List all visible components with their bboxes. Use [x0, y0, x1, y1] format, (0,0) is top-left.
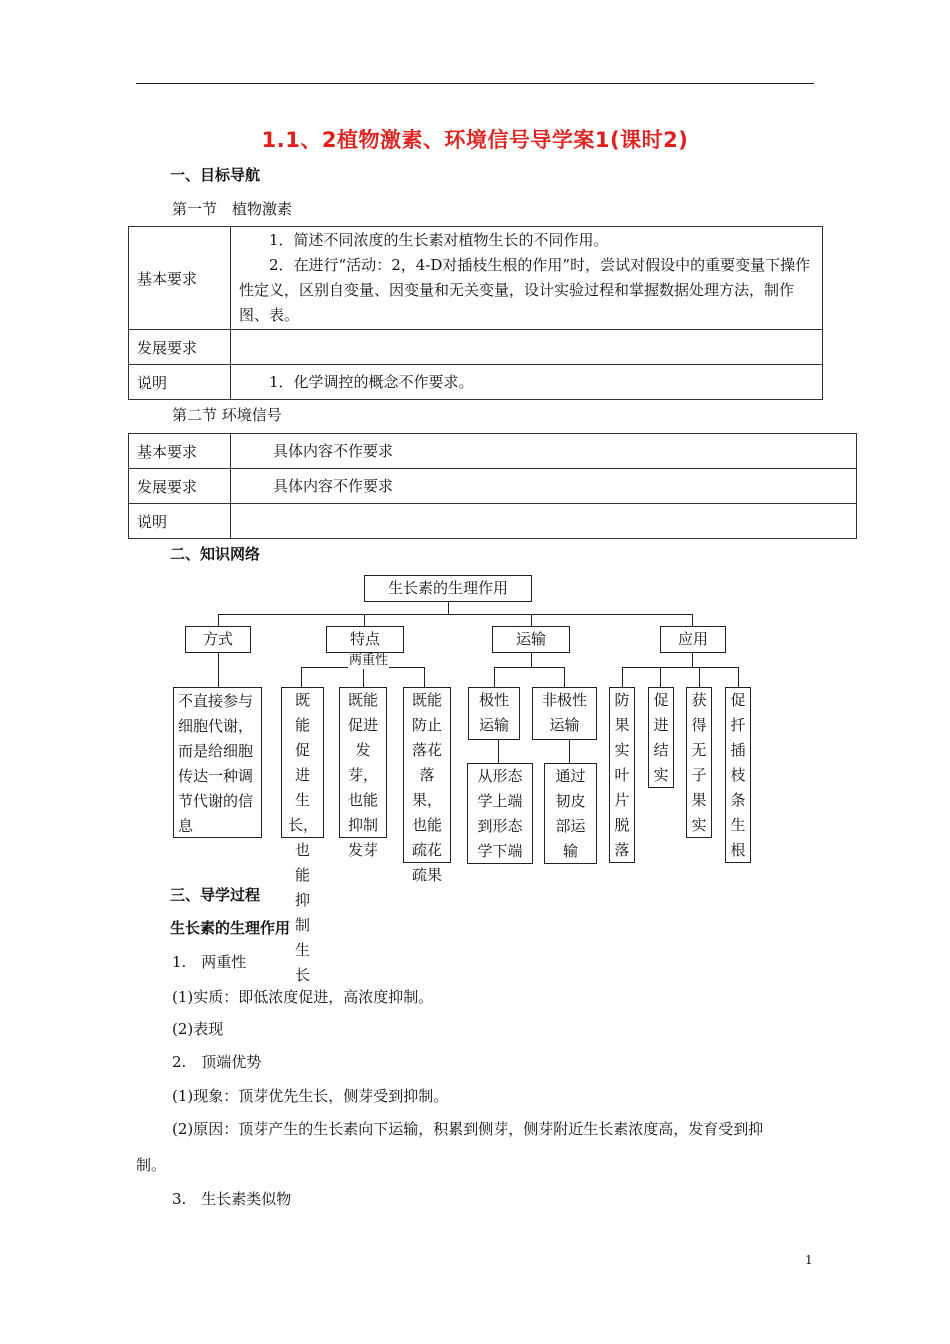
section-network-heading: 二、知识网络 — [170, 545, 261, 563]
diagram-yunshu-detail-1: 从形态学上端到形态学下端 — [467, 763, 533, 864]
note-content-2 — [231, 504, 857, 539]
process-item-2a: (1)现象：顶芽优先生长，侧芽受到抑制。 — [172, 1087, 449, 1105]
basic-item-1: 1．简述不同浓度的生长素对植物生长的不同作用。 — [269, 231, 609, 249]
section-goal-heading: 一、目标导航 — [170, 166, 261, 184]
diagram-yingyong-item-2: 促进结实 — [648, 687, 674, 788]
diagram-tedian-item-3: 既能防止落花落果，也能疏花疏果 — [403, 687, 451, 863]
section2-heading: 第二节 环境信号 — [172, 406, 282, 424]
note-label-2: 说明 — [129, 504, 231, 539]
diagram-tedian-item-2: 既能促进发芽，也能抑制发芽 — [339, 687, 387, 838]
page-number: 1 — [805, 1253, 813, 1267]
process-item-2: 2. 顶端优势 — [172, 1053, 262, 1071]
diagram-yingyong-item-1: 防果实叶片脱落 — [609, 687, 635, 863]
process-item-2b-line2: 制。 — [136, 1156, 167, 1174]
process-topic: 生长素的生理作用 — [170, 919, 291, 937]
dev-content-2: 具体内容不作要求 — [231, 469, 857, 504]
process-item-2b-line1: (2)原因：顶芽产生的生长素向下运输，积累到侧芽，侧芽附近生长素浓度高，发育受到抑 — [172, 1120, 764, 1138]
diagram-fangshi-box: 方式 — [185, 626, 251, 653]
process-item-1b: (2)表现 — [172, 1020, 224, 1038]
dev-content — [231, 330, 823, 365]
diagram-tedian-note: 两重性 — [349, 653, 389, 668]
process-item-1: 1. 两重性 — [172, 953, 247, 971]
section-process-heading: 三、导学过程 — [170, 886, 261, 904]
diagram-yingyong-box: 应用 — [660, 626, 726, 653]
section1-heading: 第一节 植物激素 — [172, 200, 293, 218]
diagram-yunshu-item-2: 非极性运输 — [532, 687, 597, 740]
note-content: 1．化学调控的概念不作要求。 — [231, 365, 823, 400]
diagram-root-box: 生长素的生理作用 — [364, 575, 532, 602]
diagram-tedian-box: 特点 — [326, 626, 404, 653]
basic-label: 基本要求 — [129, 227, 231, 330]
section1-table — [128, 226, 823, 400]
basic-content — [231, 227, 823, 330]
dev-label: 发展要求 — [129, 330, 231, 365]
basic-label-2: 基本要求 — [129, 434, 231, 469]
diagram-yingyong-item-3: 获得无子果实 — [686, 687, 712, 838]
diagram-yingyong-item-4: 促扦插枝条生根 — [725, 687, 751, 863]
note-label: 说明 — [129, 365, 231, 400]
basic-item-2: 2．在进行“活动：2，4-D对插枝生根的作用”时，尝试对假设中的重要变量下操作性定义，区别自变量、因变量和无关变量，设计实验过程和掌握数据处理方法，制作图、表。 — [239, 256, 811, 324]
page-title: 1.1、2植物激素、环境信号导学案1(课时2) — [261, 128, 689, 152]
section2-table — [128, 433, 857, 539]
diagram-yunshu-item-1: 极性运输 — [468, 687, 520, 740]
diagram-tedian-item-1: 既能促进生长，也能抑制生长 — [281, 687, 324, 838]
diagram-yunshu-box: 运输 — [492, 626, 570, 653]
diagram-yunshu-detail-2: 通过韧皮部运输 — [544, 763, 597, 864]
diagram-fangshi-detail: 不直接参与细胞代谢，而是给细胞传达一种调节代谢的信息 — [173, 687, 262, 838]
process-item-1a: (1)实质：即低浓度促进，高浓度抑制。 — [172, 988, 434, 1006]
header-rule — [136, 83, 814, 84]
basic-content-2: 具体内容不作要求 — [231, 434, 857, 469]
process-item-3: 3. 生长素类似物 — [172, 1190, 292, 1208]
dev-label-2: 发展要求 — [129, 469, 231, 504]
